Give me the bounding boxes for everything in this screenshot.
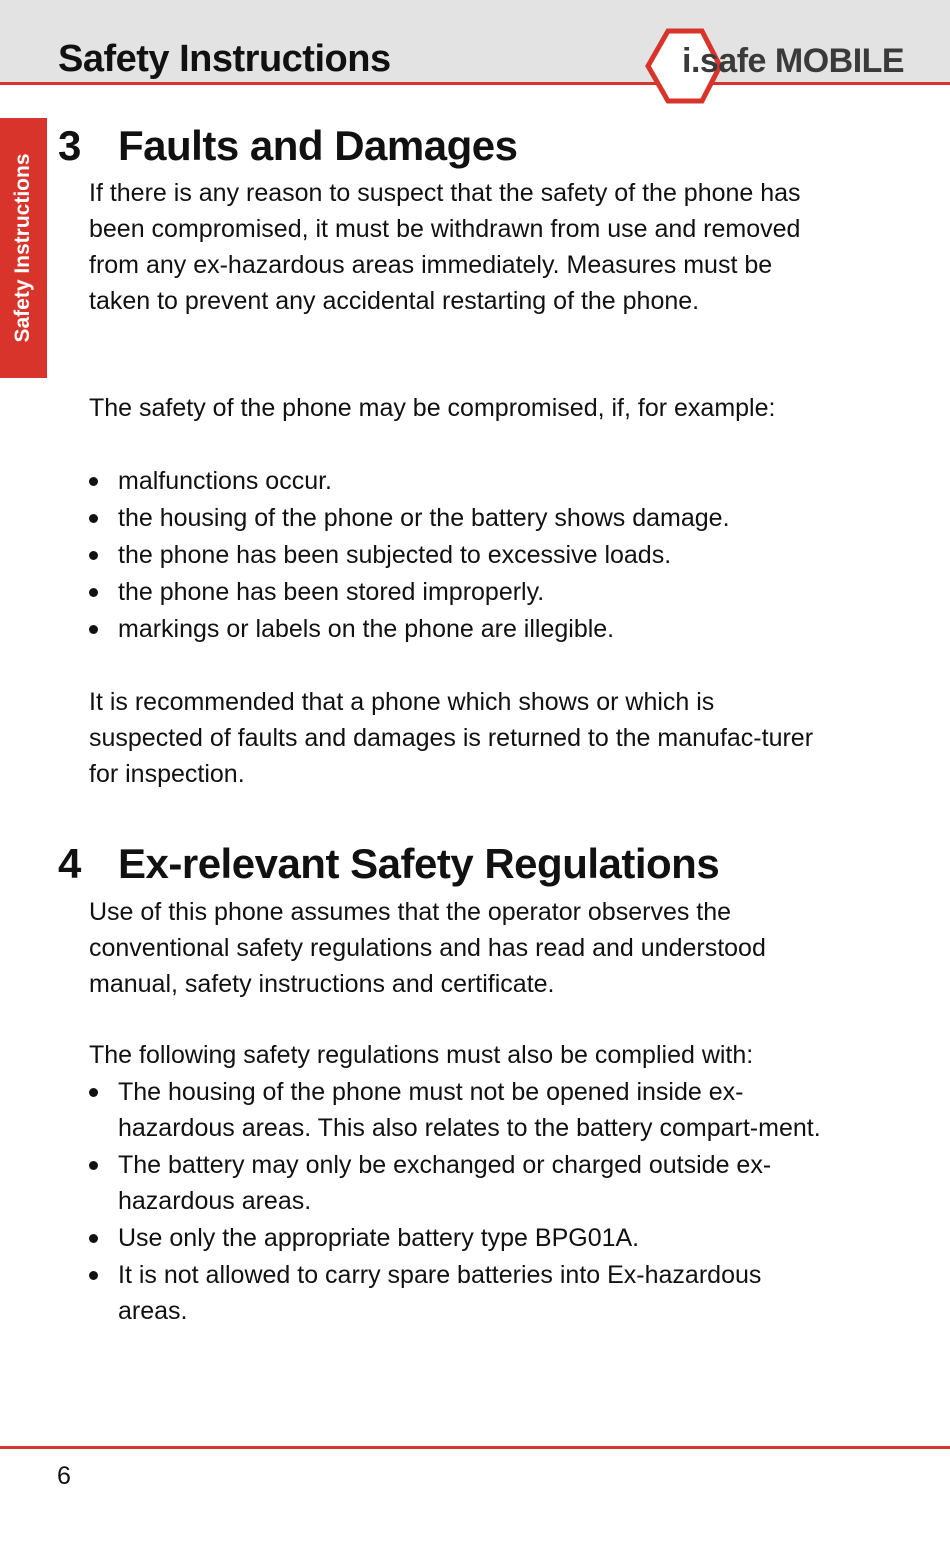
list-item [89, 537, 829, 573]
list-item [89, 500, 829, 536]
list-item [89, 611, 829, 647]
section-number: 3 [58, 122, 81, 169]
section-title: Faults and Damages [118, 122, 518, 169]
bullet-icon [89, 1234, 98, 1243]
section-4-list-intro: The following safety regulations must also be complied with: [89, 1041, 754, 1069]
footer-divider [0, 1446, 950, 1449]
section-3-bullet-list [89, 463, 829, 648]
bullet-icon [89, 551, 98, 560]
list-item [89, 1074, 829, 1146]
section-title: Ex-relevant Safety Regulations [118, 840, 720, 887]
bullet-icon [89, 477, 98, 486]
list-item-text: It is not allowed to carry spare batteries into Ex-hazardous areas. [118, 1261, 762, 1325]
section-4-intro: Use of this phone assumes that the operator observes the conventional safety regulations and has read and understood manual, safety instructions and certificate. [89, 898, 766, 998]
section-3-heading [58, 122, 517, 170]
list-item-text: malfunctions occur. [118, 467, 332, 495]
bullet-icon [89, 514, 98, 523]
list-item-text: Use only the appropriate battery type BPG01A. [118, 1224, 640, 1252]
bullet-icon [89, 588, 98, 597]
section-4-bullet-list [89, 1074, 829, 1330]
list-item-text: the phone has been subjected to excessive loads. [118, 541, 672, 569]
page-header-title: Safety Instructions [58, 38, 391, 80]
logo-text: i.safe MOBILE [682, 42, 905, 80]
bullet-icon [89, 625, 98, 634]
list-item-text: the housing of the phone or the battery shows damage. [118, 504, 730, 532]
list-item-text: markings or labels on the phone are illegible. [118, 615, 615, 643]
list-item-text: The battery may only be exchanged or charged outside ex-hazardous areas. [118, 1151, 772, 1215]
section-3-list-intro: The safety of the phone may be compromised, if, for example: [89, 394, 776, 422]
section-number: 4 [58, 840, 81, 887]
list-item-text: The housing of the phone must not be opened inside ex-hazardous areas. This also relates to the battery compart-ment. [118, 1078, 821, 1142]
list-item-text: the phone has been stored improperly. [118, 578, 545, 606]
list-item [89, 1257, 829, 1329]
bullet-icon [89, 1161, 98, 1170]
list-item [89, 574, 829, 610]
list-item [89, 1147, 829, 1219]
list-item [89, 463, 829, 499]
page-number: 6 [57, 1462, 71, 1490]
section-3-closing: It is recommended that a phone which shows or which is suspected of faults and damages is returned to the manufac-turer for inspection. [89, 688, 814, 788]
section-4-heading [58, 840, 719, 888]
section-3-intro: If there is any reason to suspect that the safety of the phone has been compromised, it must be withdrawn from use and removed from any ex-hazardous areas immediately. Measures must be taken to prevent any accidental restarting of the phone. [89, 179, 801, 315]
brand-logo [640, 28, 930, 104]
bullet-icon [89, 1088, 98, 1097]
bullet-icon [89, 1271, 98, 1280]
side-tab-label: Safety Instructions [11, 153, 34, 343]
list-item [89, 1220, 829, 1256]
